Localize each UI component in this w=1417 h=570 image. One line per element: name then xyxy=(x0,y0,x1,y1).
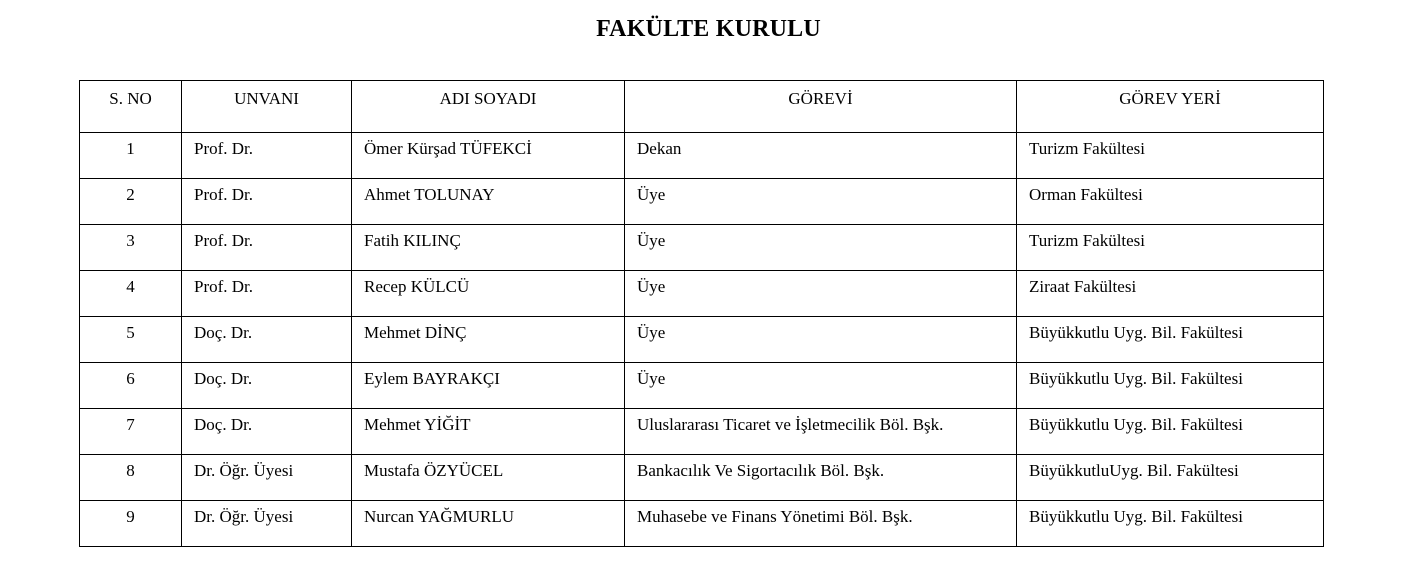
table-row xyxy=(80,409,1324,455)
cell-sno: 5 xyxy=(80,317,182,363)
cell-adi-soyadi: Mehmet YİĞİT xyxy=(352,409,625,455)
cell-gorevi: Uluslararası Ticaret ve İşletmecilik Böl. Bşk. xyxy=(625,409,1017,455)
table-row xyxy=(80,271,1324,317)
cell-unvan: Prof. Dr. xyxy=(182,271,352,317)
cell-adi-soyadi: Eylem BAYRAKÇI xyxy=(352,363,625,409)
cell-sno: 1 xyxy=(80,133,182,179)
page-title: FAKÜLTE KURULU xyxy=(596,16,821,42)
cell-adi-soyadi: Fatih KILINÇ xyxy=(352,225,625,271)
column-header-unvan: UNVANI xyxy=(182,81,352,133)
cell-sno: 3 xyxy=(80,225,182,271)
cell-unvan: Prof. Dr. xyxy=(182,179,352,225)
cell-sno: 6 xyxy=(80,363,182,409)
cell-sno: 8 xyxy=(80,455,182,501)
cell-unvan: Doç. Dr. xyxy=(182,409,352,455)
cell-unvan: Doç. Dr. xyxy=(182,363,352,409)
table-body xyxy=(80,133,1324,547)
cell-gorevi: Dekan xyxy=(625,133,1017,179)
column-header-gorev-yeri: GÖREV YERİ xyxy=(1017,81,1324,133)
cell-adi-soyadi: Recep KÜLCÜ xyxy=(352,271,625,317)
cell-gorev-yeri: Büyükkutlu Uyg. Bil. Fakültesi xyxy=(1017,317,1324,363)
cell-sno: 4 xyxy=(80,271,182,317)
table-header xyxy=(80,81,1324,133)
cell-adi-soyadi: Ahmet TOLUNAY xyxy=(352,179,625,225)
cell-adi-soyadi: Ömer Kürşad TÜFEKCİ xyxy=(352,133,625,179)
cell-gorevi: Bankacılık Ve Sigortacılık Böl. Bşk. xyxy=(625,455,1017,501)
cell-adi-soyadi: Nurcan YAĞMURLU xyxy=(352,501,625,547)
table-row xyxy=(80,133,1324,179)
cell-gorev-yeri: Büyükkutlu Uyg. Bil. Fakültesi xyxy=(1017,363,1324,409)
table-row xyxy=(80,501,1324,547)
table-row xyxy=(80,363,1324,409)
cell-gorev-yeri: Turizm Fakültesi xyxy=(1017,225,1324,271)
cell-gorev-yeri: Büyükkutlu Uyg. Bil. Fakültesi xyxy=(1017,501,1324,547)
header-row xyxy=(80,81,1324,133)
cell-sno: 2 xyxy=(80,179,182,225)
table-row xyxy=(80,317,1324,363)
cell-unvan: Doç. Dr. xyxy=(182,317,352,363)
table-row xyxy=(80,225,1324,271)
cell-unvan: Dr. Öğr. Üyesi xyxy=(182,455,352,501)
cell-gorevi: Üye xyxy=(625,179,1017,225)
faculty-board-table xyxy=(79,80,1324,547)
cell-unvan: Prof. Dr. xyxy=(182,133,352,179)
cell-gorev-yeri: Ziraat Fakültesi xyxy=(1017,271,1324,317)
table-row xyxy=(80,455,1324,501)
cell-sno: 7 xyxy=(80,409,182,455)
cell-gorev-yeri: Büyükkutlu Uyg. Bil. Fakültesi xyxy=(1017,409,1324,455)
cell-adi-soyadi: Mustafa ÖZYÜCEL xyxy=(352,455,625,501)
cell-gorevi: Üye xyxy=(625,225,1017,271)
cell-gorevi: Üye xyxy=(625,317,1017,363)
cell-adi-soyadi: Mehmet DİNÇ xyxy=(352,317,625,363)
column-header-adi-soyadi: ADI SOYADI xyxy=(352,81,625,133)
cell-gorevi: Üye xyxy=(625,271,1017,317)
table-row xyxy=(80,179,1324,225)
cell-unvan: Dr. Öğr. Üyesi xyxy=(182,501,352,547)
cell-gorevi: Muhasebe ve Finans Yönetimi Böl. Bşk. xyxy=(625,501,1017,547)
cell-gorev-yeri: Orman Fakültesi xyxy=(1017,179,1324,225)
cell-gorevi: Üye xyxy=(625,363,1017,409)
column-header-gorevi: GÖREVİ xyxy=(625,81,1017,133)
cell-gorev-yeri: Turizm Fakültesi xyxy=(1017,133,1324,179)
column-header-sno: S. NO xyxy=(80,81,182,133)
cell-sno: 9 xyxy=(80,501,182,547)
cell-unvan: Prof. Dr. xyxy=(182,225,352,271)
cell-gorev-yeri: BüyükkutluUyg. Bil. Fakültesi xyxy=(1017,455,1324,501)
